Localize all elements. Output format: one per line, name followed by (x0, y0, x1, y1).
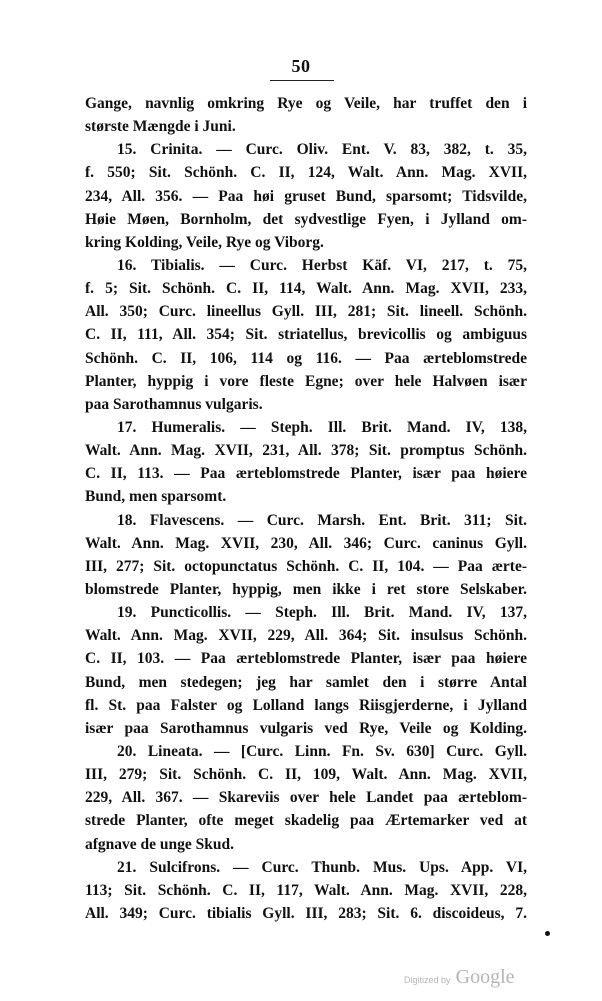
text-line: kring Kolding, Veile, Rye og Viborg. (85, 233, 324, 251)
text-line: blomstrede Planter, hyppig, men ikke i ret store Selskaber. (85, 580, 527, 598)
text-line: 18. Flavescens. — Curc. Marsh. Ent. Brit. 311; Sit. (117, 511, 527, 529)
text-line: Bund, men stedegen; jeg har samlet den i større Antal (85, 673, 527, 691)
text-line: C. II, 113. — Paa ærteblomstrede Planter, især paa høiere (85, 465, 527, 483)
text-line: III, 279; Sit. Schönh. C. II, 109, Walt. Ann. Mag. XVII, (85, 766, 527, 784)
page-number: 50 (291, 56, 311, 76)
text-line: Gange, navnlig omkring Rye og Veile, har truffet den i (85, 95, 527, 112)
text-line: f. 5; Sit. Schönh. C. II, 114, Walt. Ann. Mag. XVII, 233, (85, 280, 527, 298)
text-line: 21. Sulcifrons. — Curc. Thunb. Mus. Ups. App. VI, (117, 858, 527, 876)
text-line: f. 550; Sit. Schönh. C. II, 124, Walt. Ann. Mag. XVII, (85, 164, 527, 182)
text-line: 229, All. 367. — Skareviis over hele Landet paa ærteblom- (85, 789, 527, 807)
text-line: afgnave de unge Skud. (85, 835, 235, 853)
text-line: Walt. Ann. Mag. XVII, 231, All. 378; Sit. promptus Schönh. (85, 442, 527, 460)
text-line: 15. Crinita. — Curc. Oliv. Ent. V. 83, 382, t. 35, (117, 141, 527, 159)
watermark-prefix: Digitized by (404, 975, 451, 985)
text-line: 20. Lineata. — [Curc. Linn. Fn. Sv. 630] Curc. Gyll. (117, 742, 527, 760)
text-line: 113; Sit. Schönh. C. II, 117, Walt. Ann. Mag. XVII, 228, (85, 881, 527, 899)
text-line: største Mængde i Juni. (85, 118, 236, 136)
text-line: C. II, 111, All. 354; Sit. striatellus, brevicollis og ambiguus (85, 326, 527, 344)
text-line: paa Sarothamnus vulgaris. (85, 395, 263, 413)
text-line: strede Planter, ofte meget skadelig paa Ærtemarker ved at (85, 812, 527, 830)
text-line: Høie Møen, Bornholm, det sydvestlige Fyen, i Jylland om- (85, 210, 527, 228)
text-line: 17. Humeralis. — Steph. Ill. Brit. Mand. IV, 138, (117, 418, 527, 436)
text-line: fl. St. paa Falster og Lolland langs Riisgjerderne, i Jylland (85, 696, 527, 714)
text-line: All. 350; Curc. lineellus Gyll. III, 281; Sit. lineell. Schönh. (85, 303, 527, 321)
text-line: Walt. Ann. Mag. XVII, 229, All. 364; Sit. insulsus Schönh. (85, 627, 527, 645)
text-line: 19. Puncticollis. — Steph. Ill. Brit. Mand. IV, 137, (117, 604, 527, 622)
page-number-rule (270, 80, 334, 81)
text-line: 234, All. 356. — Paa høi gruset Bund, sparsomt; Tidsvilde, (85, 187, 527, 205)
margin-dot (545, 931, 550, 936)
text-line: All. 349; Curc. tibialis Gyll. III, 283; Sit. 6. discoideus, 7. (85, 904, 527, 922)
body-text (85, 92, 527, 925)
text-line: Planter, hyppig i vore fleste Egne; over hele Halvøen især (85, 372, 527, 390)
text-line: Schönh. C. II, 106, 114 og 116. — Paa ærteblomstrede (85, 349, 527, 367)
google-watermark (404, 966, 515, 989)
text-line: Bund, men sparsomt. (85, 488, 227, 506)
text-line: 16. Tibialis. — Curc. Herbst Käf. VI, 217, t. 75, (117, 256, 527, 274)
watermark-brand: Google (455, 966, 515, 988)
text-line: C. II, 103. — Paa ærteblomstrede Planter, især paa høiere (85, 650, 527, 668)
text-line: Walt. Ann. Mag. XVII, 230, All. 346; Curc. caninus Gyll. (85, 534, 527, 552)
text-line: især paa Sarothamnus vulgaris ved Rye, Veile og Kolding. (85, 719, 527, 737)
text-line: III, 277; Sit. octopunctatus Schönh. C. II, 104. — Paa ærte- (85, 557, 527, 575)
